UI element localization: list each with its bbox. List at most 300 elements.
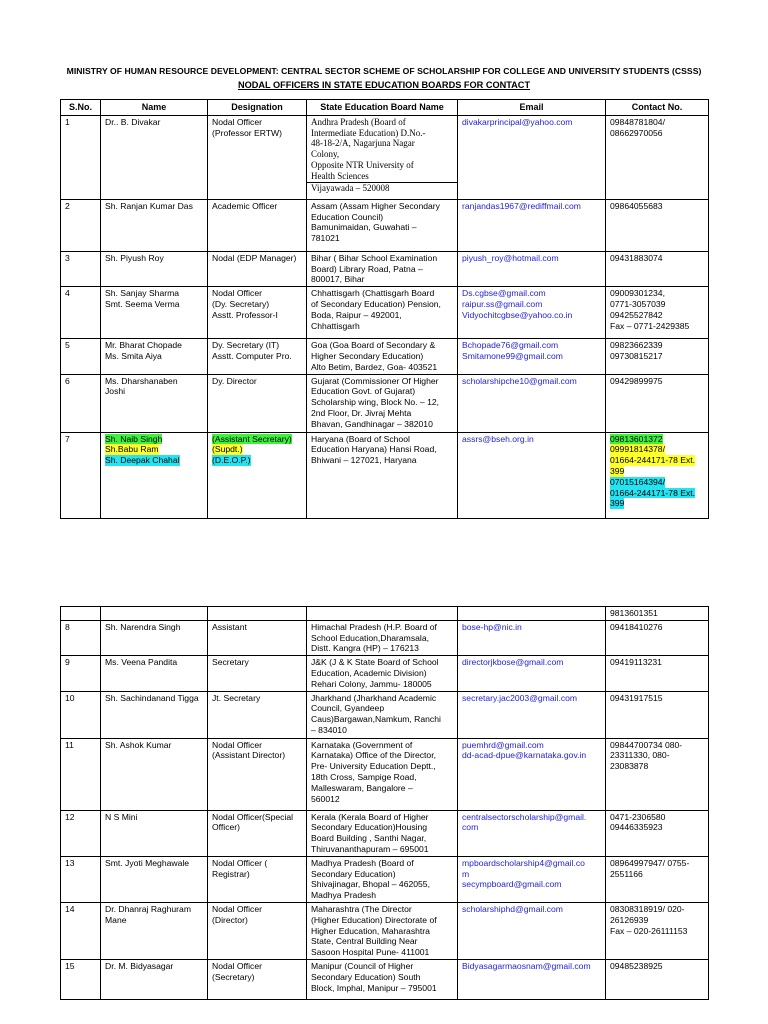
board-address-line: Secondary Education)Housing	[311, 822, 428, 833]
email-link[interactable]: puemhrd@gmail.com	[462, 739, 544, 750]
cell-designation	[208, 810, 307, 856]
designation: Dy. Director	[212, 375, 257, 386]
contact-number: 09813601372	[610, 433, 663, 444]
email-link[interactable]: Smitamone99@gmail.com	[462, 350, 563, 361]
cell-designation	[208, 902, 307, 959]
board-address-line: Madhya Pradesh	[311, 890, 376, 901]
contact-number: 9813601351	[610, 608, 658, 618]
contact-number: 0771-3057039	[610, 298, 666, 309]
table-row	[61, 810, 709, 856]
contact-number: 07015164394/	[610, 476, 665, 487]
officer-name: Ms. Smita Aiya	[105, 350, 162, 361]
designation: Nodal Officer	[212, 739, 262, 750]
board-address-line: Himachal Pradesh (H.P. Board of	[311, 621, 437, 632]
serial-number: 5	[65, 340, 70, 351]
officer-name: N S Mini	[105, 811, 138, 822]
cell-contact	[606, 287, 709, 339]
board-address-line: Scholarship wing, Block No. – 12,	[311, 397, 440, 408]
board-address-line: Malleswaram, Bangalore –	[311, 782, 413, 793]
serial-number: 12	[65, 811, 75, 822]
serial-number: 3	[65, 252, 70, 263]
cell-sno	[61, 607, 101, 621]
board-address-line: State, Central Building Near	[311, 936, 418, 947]
table-row	[61, 287, 709, 339]
designation: Nodal Officer	[212, 903, 262, 914]
cell-board	[307, 287, 458, 339]
contact-number: 26126939	[610, 914, 649, 925]
cell-name	[101, 738, 208, 810]
serial-number: 14	[65, 903, 75, 914]
contact-number: 09431917515	[610, 692, 663, 703]
board-address-line: Board) Library Road, Patna –	[311, 263, 423, 274]
table-row	[61, 432, 709, 518]
table-row-blank	[61, 607, 709, 621]
table-row	[61, 251, 709, 286]
contact-number: 01664-244171-78 Ext.	[610, 487, 696, 498]
board-address-line: 2nd Floor, Dr. Jivraj Mehta	[311, 407, 412, 418]
officer-name: Mr. Bharat Chopade	[105, 340, 182, 351]
designation: Nodal Officer	[212, 960, 262, 971]
column-header-name: Name	[101, 100, 208, 116]
contact-number: 09419113231	[610, 657, 662, 668]
cell-board	[307, 810, 458, 856]
cell-sno	[61, 656, 101, 691]
contact-number: 08662970056	[610, 127, 663, 138]
board-address-line: 18th Cross, Sampige Road,	[311, 771, 417, 782]
serial-number: 9	[65, 657, 70, 668]
contact-number: 09730815217	[610, 350, 663, 361]
board-address-line: Boda, Raipur – 492001,	[311, 309, 402, 320]
email-link[interactable]: bose-hp@nic.in	[462, 621, 522, 632]
officer-name: Smt. Seema Verma	[105, 298, 180, 309]
board-address-line: Education Council)	[311, 211, 384, 222]
cell-designation	[208, 199, 307, 251]
board-address-line: Education Haryana) Hansi Road,	[311, 444, 437, 455]
board-address-line: Caus)Bargawan,Namkum, Ranchi	[311, 714, 441, 725]
board-address-line: Colony,	[311, 149, 340, 160]
table-row	[61, 199, 709, 251]
cell-contact	[606, 432, 709, 518]
email-link[interactable]: secretary.jac2003@gmail.com	[462, 692, 578, 703]
cell-board	[307, 432, 458, 518]
board-address-line: 48-18-2/A, Nagarjuna Nagar	[311, 138, 415, 149]
contact-number: 08964997947/ 0755-	[610, 857, 690, 868]
cell-email	[458, 620, 606, 655]
designation: Nodal Officer (	[212, 857, 268, 868]
cell-board	[307, 251, 458, 286]
officer-name: Sh. Ashok Kumar	[105, 739, 172, 750]
contact-number: 09485238925	[610, 960, 663, 971]
cell-email	[458, 287, 606, 339]
officer-name: Ms. Dharshanaben	[105, 375, 178, 386]
cell-contact	[606, 199, 709, 251]
email-link[interactable]: mpboardscholarship4@gmail.co	[462, 857, 585, 868]
table-row	[61, 856, 709, 902]
board-address-line: 560012	[311, 793, 340, 804]
board-address-line: Bihar ( Bihar School Examination	[311, 252, 438, 263]
table-row	[61, 691, 709, 738]
officer-name: Mane	[105, 914, 127, 925]
board-address-line: Assam (Assam Higher Secondary	[311, 200, 440, 211]
board-address-line: Shivajinagar, Bhopal – 462055,	[311, 879, 430, 890]
serial-number: 4	[65, 288, 70, 299]
cell-name	[101, 656, 208, 691]
cell-designation	[208, 607, 307, 621]
table-row	[61, 115, 709, 199]
cell-contact	[606, 374, 709, 432]
table-row	[61, 374, 709, 432]
cell-sno	[61, 902, 101, 959]
designation: (Secretary)	[212, 971, 255, 982]
board-address-line: Distt. Kangra (HP) – 176213	[311, 643, 419, 654]
cell-designation	[208, 287, 307, 339]
cell-sno	[61, 432, 101, 518]
email-link[interactable]: Ds.cgbse@gmail.com	[462, 288, 546, 299]
cell-designation	[208, 691, 307, 738]
contact-number: 09823662339	[610, 340, 663, 351]
officer-name: Dr. M. Bidyasagar	[105, 960, 174, 971]
cell-designation	[208, 620, 307, 655]
cell-board	[307, 620, 458, 655]
board-address-line: Bamunimaidan, Guwahati –	[311, 222, 417, 233]
cell-designation	[208, 656, 307, 691]
cell-name	[101, 902, 208, 959]
board-address-line: Secondary Education) South	[311, 971, 421, 982]
email-link[interactable]: divakarprincipal@yahoo.com	[462, 116, 573, 127]
cell-designation	[208, 115, 307, 199]
document-subtitle: NODAL OFFICERS IN STATE EDUCATION BOARDS FOR CONTACT	[237, 80, 531, 90]
cell-sno	[61, 199, 101, 251]
table-row	[61, 738, 709, 810]
cell-board	[307, 339, 458, 374]
cell-contact	[606, 656, 709, 691]
board-address-line: Thiruvananthapuram – 695001	[311, 843, 429, 854]
board-address-line: Sasoon Hospital Pune- 411001	[311, 947, 430, 958]
serial-number: 13	[65, 857, 75, 868]
cell-name	[101, 856, 208, 902]
officer-name: Smt. Jyoti Meghawale	[105, 857, 190, 868]
cell-email	[458, 810, 606, 856]
contact-number: 399	[610, 498, 625, 509]
board-address-line: Education, Academic Division)	[311, 667, 427, 678]
serial-number: 15	[65, 960, 75, 971]
cell-sno	[61, 115, 101, 199]
cell-designation	[208, 251, 307, 286]
email-link[interactable]: Bchopade76@gmail.com	[462, 340, 559, 351]
cell-board	[307, 607, 458, 621]
designation: Asstt. Professor-I	[212, 309, 278, 320]
table-row	[61, 620, 709, 655]
cell-board	[307, 656, 458, 691]
cell-name	[101, 691, 208, 738]
serial-number: 2	[65, 200, 70, 211]
column-header-designation: Designation	[208, 100, 307, 116]
contact-number: 01664-244171-78 Ext.	[610, 455, 696, 466]
table-row	[61, 339, 709, 374]
cell-email	[458, 251, 606, 286]
cell-contact	[606, 902, 709, 959]
email-link[interactable]: assrs@bseh.org.in	[462, 433, 534, 444]
board-address-line: Health Sciences	[311, 170, 369, 181]
officer-name: Sh.Babu Ram	[105, 444, 159, 455]
cell-board	[307, 374, 458, 432]
serial-number: 11	[65, 739, 74, 750]
designation: Nodal Officer	[212, 288, 262, 299]
board-address-line: Higher Education, Maharashtra	[311, 925, 430, 936]
designation: (Professor ERTW)	[212, 127, 283, 138]
cell-sno	[61, 287, 101, 339]
cell-contact	[606, 251, 709, 286]
officer-name: Ms. Veena Pandita	[105, 657, 178, 668]
designation: (Assistant Director)	[212, 750, 286, 761]
board-address-line: Chhattisgarh	[311, 320, 360, 331]
designation: Dy. Secretary (IT)	[212, 340, 280, 351]
board-address-line: Kerala (Kerala Board of Higher	[311, 811, 429, 822]
contact-number: 09848781804/	[610, 116, 665, 127]
cell-contact	[606, 607, 709, 621]
serial-number: 1	[65, 116, 70, 127]
designation: Nodal Officer	[212, 116, 262, 127]
serial-number: 6	[65, 375, 70, 386]
board-address-line: Alto Betim, Bardez, Goa- 403521	[311, 361, 438, 372]
cell-board	[307, 738, 458, 810]
designation: Officer)	[212, 822, 241, 833]
cell-email	[458, 374, 606, 432]
board-address-line: J&K (J & K State Board of School	[311, 657, 439, 668]
table-row	[61, 959, 709, 999]
column-header-email: Email	[458, 100, 606, 116]
officer-name: Sh. Sanjay Sharma	[105, 288, 180, 299]
designation: Asstt. Computer Pro.	[212, 350, 292, 361]
officer-name: Dr.. B. Divakar	[105, 116, 161, 127]
serial-number: 8	[65, 621, 70, 632]
cell-sno	[61, 738, 101, 810]
cell-email	[458, 339, 606, 374]
designation: Academic Officer	[212, 200, 278, 211]
cell-designation	[208, 738, 307, 810]
cell-email	[458, 959, 606, 999]
board-address-line: Rehari Colony, Jammu- 180005	[311, 678, 432, 689]
cell-contact	[606, 339, 709, 374]
cell-sno	[61, 856, 101, 902]
contact-number: 09425527842	[610, 309, 663, 320]
contact-number: 09429899975	[610, 375, 663, 386]
cell-sno	[61, 691, 101, 738]
cell-contact	[606, 856, 709, 902]
officer-name: Sh. Ranjan Kumar Das	[105, 200, 193, 211]
board-address-line: Karnataka) Office of the Director,	[311, 750, 436, 761]
board-address-line: Goa (Goa Board of Secondary &	[311, 340, 436, 351]
cell-email	[458, 115, 606, 199]
board-address-line: Secondary Education)	[311, 868, 396, 879]
designation: (Assistant Secretary)	[212, 433, 292, 444]
cell-name	[101, 607, 208, 621]
board-address-line: Bhiwani – 127021, Haryana	[311, 455, 417, 466]
designation: Nodal Officer(Special	[212, 811, 294, 822]
officer-name: Sh. Narendra Singh	[105, 621, 181, 632]
cell-name	[101, 959, 208, 999]
cell-name	[101, 620, 208, 655]
cell-email	[458, 691, 606, 738]
column-header-board: State Education Board Name	[307, 100, 458, 116]
cell-name	[101, 251, 208, 286]
cell-designation	[208, 339, 307, 374]
designation: (D.E.O.P.)	[212, 455, 251, 466]
cell-email	[458, 902, 606, 959]
email-link[interactable]: Vidyochitcgbse@yahoo.co.in	[462, 309, 573, 320]
officer-name: Sh. Deepak Chahal	[105, 455, 180, 466]
designation: (Supdt.)	[212, 444, 243, 455]
cell-name	[101, 810, 208, 856]
cell-contact	[606, 620, 709, 655]
contact-number: 09991814378/	[610, 444, 665, 455]
contact-number: 23083878	[610, 761, 649, 772]
board-address-line: Maharashtra (The Director	[311, 903, 412, 914]
board-address-line: Bhavan, Gandhinagar – 382010	[311, 418, 433, 429]
cell-contact	[606, 691, 709, 738]
contact-number: 09418410276	[610, 621, 663, 632]
officer-name: Sh. Piyush Roy	[105, 252, 164, 263]
board-address-line: Gujarat (Commissioner Of Higher	[311, 375, 439, 386]
cell-board	[307, 856, 458, 902]
contact-number: 23311330, 080-	[610, 750, 670, 761]
contact-number: 09431883074	[610, 252, 663, 263]
cell-designation	[208, 856, 307, 902]
cell-name	[101, 339, 208, 374]
cell-board	[307, 959, 458, 999]
cell-sno	[61, 620, 101, 655]
officer-name: Joshi	[105, 386, 126, 397]
email-link[interactable]: ranjandas1967@rediffmail.com	[462, 200, 581, 211]
contact-number: 09009301234,	[610, 288, 665, 299]
contact-number: 2551166	[610, 868, 643, 879]
table-header-row	[61, 100, 709, 116]
email-link[interactable]: raipur.ss@gmail.com	[462, 298, 543, 309]
table-row	[61, 656, 709, 691]
table-row	[61, 902, 709, 959]
board-address-line: Education Govt. of Gujarat)	[311, 386, 416, 397]
email-link[interactable]: dd-acad-dpue@karnataka.gov.in	[462, 750, 587, 761]
nodal-officers-table-1	[60, 99, 709, 519]
designation: Assistant	[212, 621, 247, 632]
cell-sno	[61, 339, 101, 374]
contact-number: Fax – 020-26111153	[610, 925, 688, 936]
board-address-line: – 834010	[311, 724, 347, 735]
cell-board	[307, 199, 458, 251]
email-link[interactable]: centralsectorscholarship@gmail.	[462, 811, 587, 822]
email-link[interactable]: scholarshipche10@gmail.com	[462, 375, 577, 386]
cell-contact	[606, 810, 709, 856]
officer-name: Dr. Dhanraj Raghuram	[105, 903, 191, 914]
board-address-line: Andhra Pradesh (Board of	[311, 116, 406, 127]
designation: Jt. Secretary	[212, 692, 261, 703]
board-address-line: Pre- University Education Deptt.,	[311, 761, 436, 772]
board-address-line: Board Building , Santhi Nagar,	[311, 833, 427, 844]
cell-sno	[61, 251, 101, 286]
board-address-line: Higher Secondary Education)	[311, 350, 424, 361]
cell-designation	[208, 374, 307, 432]
cell-board	[307, 902, 458, 959]
contact-number: 09844700734 080-	[610, 739, 683, 750]
board-address-line: Block, Imphal, Manipur – 795001	[311, 982, 437, 993]
cell-designation	[208, 432, 307, 518]
cell-email	[458, 432, 606, 518]
cell-name	[101, 432, 208, 518]
board-address-line: Madhya Pradesh (Board of	[311, 857, 414, 868]
serial-number: 7	[65, 433, 70, 444]
cell-name	[101, 115, 208, 199]
board-address-line: School Education,Dharamsala,	[311, 632, 429, 643]
serial-number: 10	[65, 692, 75, 703]
cell-sno	[61, 374, 101, 432]
email-link[interactable]: m	[462, 868, 470, 879]
board-address-line: 800017, Bihar	[311, 274, 365, 285]
column-header-sno: S.No.	[61, 100, 101, 116]
designation: Secretary	[212, 657, 249, 668]
cell-designation	[208, 959, 307, 999]
cell-email	[458, 607, 606, 621]
board-address-line: of Secondary Education) Pension,	[311, 298, 441, 309]
cell-board	[307, 691, 458, 738]
board-address-line: 781021	[311, 233, 340, 244]
board-address-line: Council, Gyandeep	[311, 703, 385, 714]
cell-email	[458, 856, 606, 902]
board-address-line: Karnataka (Government of	[311, 739, 413, 750]
board-address-line: Jharkhand (Jharkhand Academic	[311, 692, 437, 703]
cell-contact	[606, 115, 709, 199]
email-link[interactable]: piyush_roy@hotmail.com	[462, 252, 559, 263]
email-link[interactable]: com	[462, 822, 479, 833]
column-header-contact: Contact No.	[606, 100, 709, 116]
cell-name	[101, 287, 208, 339]
cell-email	[458, 199, 606, 251]
document-title: MINISTRY OF HUMAN RESOURCE DEVELOPMENT: CENTRAL SECTOR SCHEME OF SCHOLARSHIP FOR COLLEGE AND UNIVERSITY STUDENTS (CSSS)	[66, 66, 702, 76]
contact-number: 0471-2306580	[610, 811, 666, 822]
cell-sno	[61, 810, 101, 856]
designation: Registrar)	[212, 868, 250, 879]
cell-name	[101, 199, 208, 251]
board-address-line: (Higher Education) Directorate of	[311, 914, 437, 925]
email-link[interactable]: Bidyasagarmaosnam@gmail.com	[462, 960, 591, 971]
designation: (Dy. Secretary)	[212, 298, 270, 309]
board-address-line: Chhattisgarh (Chattisgarh Board	[311, 288, 435, 299]
contact-number: 09446335923	[610, 822, 663, 833]
contact-number: 09864055683	[610, 200, 663, 211]
email-link[interactable]: directorjkbose@gmail.com	[462, 657, 564, 668]
cell-email	[458, 656, 606, 691]
officer-name: Sh. Sachindanand Tigga	[105, 692, 199, 703]
board-address-line: Manipur (Council of Higher	[311, 960, 414, 971]
cell-contact	[606, 738, 709, 810]
email-link[interactable]: scholarshiphd@gmail.com	[462, 903, 563, 914]
officer-name: Sh. Naib Singh	[105, 433, 163, 444]
email-link[interactable]: secympboard@gmail.com	[462, 879, 562, 890]
designation: Nodal (EDP Manager)	[212, 252, 297, 263]
nodal-officers-table-2	[60, 606, 709, 1000]
cell-sno	[61, 959, 101, 999]
board-address-line: Opposite NTR University of	[311, 159, 414, 170]
designation: (Director)	[212, 914, 248, 925]
cell-board	[307, 115, 458, 199]
board-address-line: Vijayawada – 520008	[307, 182, 457, 194]
contact-number: 399	[610, 465, 625, 476]
cell-name	[101, 374, 208, 432]
cell-contact	[606, 959, 709, 999]
contact-number: Fax – 0771-2429385	[610, 320, 690, 331]
contact-number: 08308318919/ 020-	[610, 903, 685, 914]
board-address-line: Haryana (Board of School	[311, 433, 410, 444]
cell-email	[458, 738, 606, 810]
